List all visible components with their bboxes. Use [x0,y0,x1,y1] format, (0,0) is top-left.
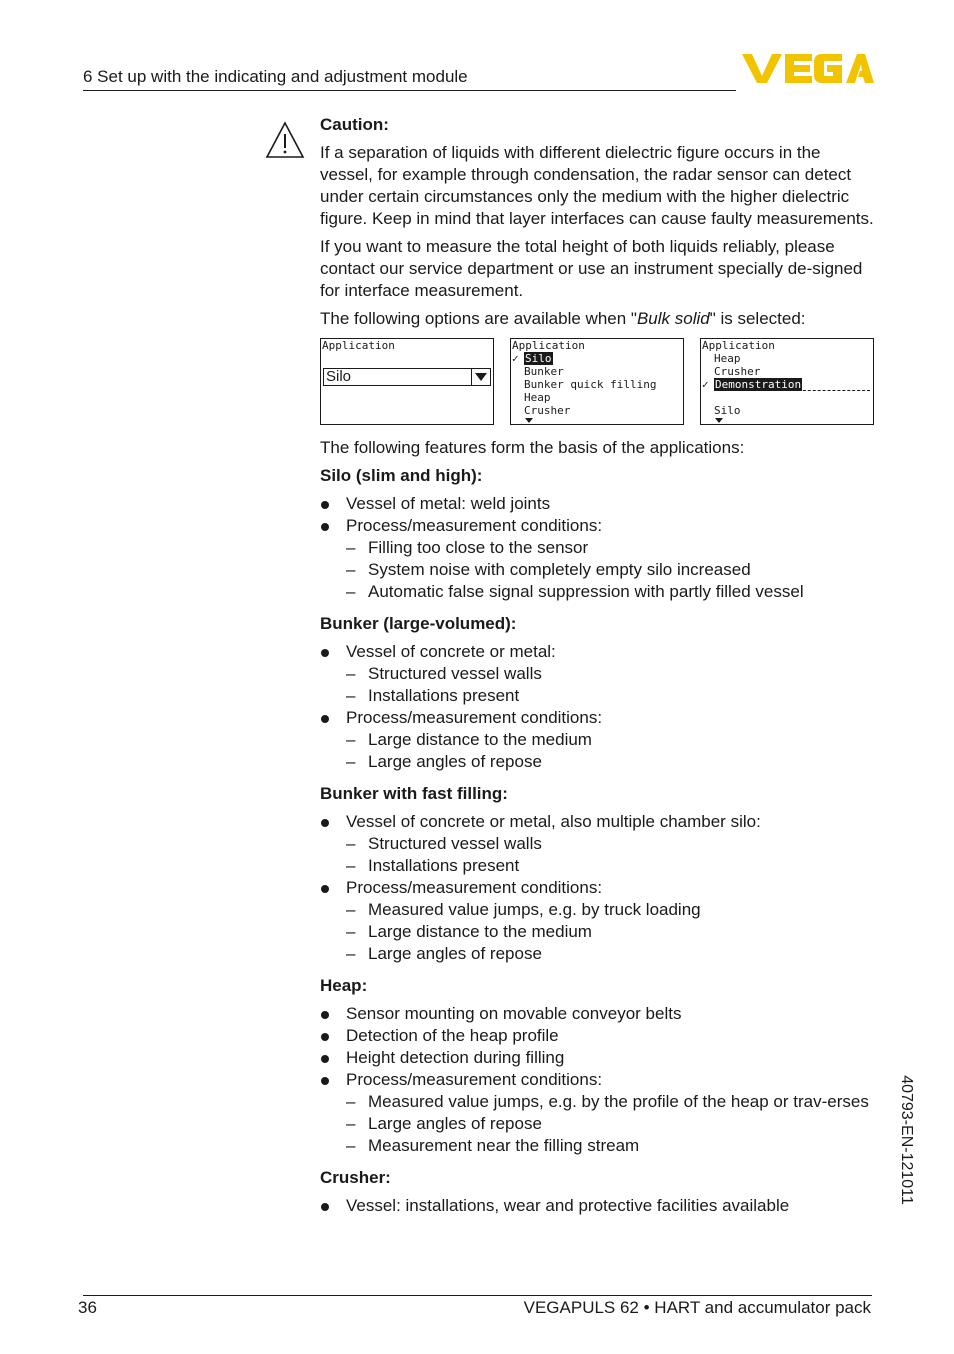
bunker-fast-heading: Bunker with fast filling: [320,784,508,803]
screen-title: Application [512,339,585,352]
list-item: Process/measurement conditions: – Measured value jumps, e.g. by the profile of the heap or trav-erses – Large angles of repose – Measurement near the filling stream [320,1069,875,1157]
main-content [320,114,875,1227]
bunker-list [320,641,875,773]
features-intro: The following features form the basis of the applications: [320,438,745,457]
heap-heading: Heap: [320,976,368,995]
caution-heading: Caution: [320,115,389,134]
list-divider [714,390,870,391]
bunker-heading: Bunker (large-volumed): [320,614,517,633]
heap-list [320,1003,875,1157]
list-item: Height detection during filling [320,1047,875,1069]
list-item-selected[interactable]: Silo [525,352,552,365]
sub-item: – Automatic false signal suppression with partly filled vessel [346,581,875,603]
list-item[interactable]: Bunker [524,365,564,378]
bunker-fast-list [320,811,875,965]
list-item: Vessel of concrete or metal, also multiple chamber silo: – Structured vessel walls – Installations present [320,811,875,877]
sub-item: – Large angles of repose [346,751,875,773]
sub-item: – System noise with completely empty silo increased [346,559,875,581]
screen-title: Application [702,339,775,352]
list-item[interactable]: Silo [714,404,741,417]
sub-item: – Large distance to the medium [346,921,875,943]
list-item: Sensor mounting on movable conveyor belts [320,1003,875,1025]
sub-item: – Large distance to the medium [346,729,875,751]
scroll-down-icon [525,418,533,423]
silo-list [320,493,875,603]
sub-item: – Measured value jumps, e.g. by the profile of the heap or trav-erses [346,1091,875,1113]
list-item: Process/measurement conditions: – Measured value jumps, e.g. by truck loading – Large distance to the medium – Large angles of repose [320,877,875,965]
list-item: Detection of the heap profile [320,1025,875,1047]
warning-triangle-icon [265,121,305,159]
caution-text: If a separation of liquids with different dielectric figure occurs in the vessel, for example through condensation, the radar sensor can detect under certain circumstances only the medium with the higher dielectric figure. Keep in mind that layer interfaces can cause faulty measurements. [320,143,874,228]
sub-item: – Measured value jumps, e.g. by truck loading [346,899,875,921]
silo-heading: Silo (slim and high): [320,466,483,485]
sub-item: – Structured vessel walls [346,833,875,855]
list-item[interactable]: Heap [524,391,551,404]
product-title: VEGAPULS 62 • HART and accumulator pack [523,1298,871,1317]
screen-application-list-end [700,338,874,425]
screen-application-list [510,338,684,425]
crusher-list [320,1195,875,1217]
sub-item: – Large angles of repose [346,943,875,965]
header-divider [83,90,736,91]
display-screens [320,338,875,425]
list-item: Process/measurement conditions: – Filling too close to the sensor – System noise with completely empty silo increased – Automatic false signal suppression with partly filled vessel [320,515,875,603]
sub-item: – Installations present [346,855,875,877]
footer-divider [83,1295,872,1296]
list-item[interactable]: Bunker quick filling [524,378,657,391]
list-item[interactable]: Heap [714,352,741,365]
list-item[interactable]: Crusher [524,404,571,417]
sub-item: – Structured vessel walls [346,663,875,685]
options-intro: The following options are available when "Bulk solid" is selected: [320,309,806,328]
sub-item: – Large angles of repose [346,1113,875,1135]
list-item-selected[interactable]: Demonstration [715,378,802,391]
sub-item: – Installations present [346,685,875,707]
total-height-note: If you want to measure the total height of both liquids reliably, please contact our service department or use an instrument specially de-signed for interface measurement. [320,237,863,300]
screen-application-combo [320,338,494,425]
list-item: Vessel of concrete or metal: – Structured vessel walls – Installations present [320,641,875,707]
scroll-down-icon [715,418,723,423]
checkmark-icon: ✓ [512,352,519,365]
list-item: Vessel: installations, wear and protective facilities available [320,1195,875,1217]
list-item[interactable]: Crusher [714,365,761,378]
list-item: Vessel of metal: weld joints [320,493,875,515]
sub-item: – Measurement near the filling stream [346,1135,875,1157]
dropdown-arrow-icon[interactable] [471,369,490,385]
page-number: 36 [78,1298,97,1317]
section-title: 6 Set up with the indicating and adjustment module [83,67,468,86]
checkmark-icon: ✓ [702,378,709,391]
crusher-heading: Crusher: [320,1168,391,1187]
sub-item: – Filling too close to the sensor [346,537,875,559]
list-item: Process/measurement conditions: – Large distance to the medium – Large angles of repose [320,707,875,773]
application-select[interactable]: Silo [323,368,491,386]
vega-logo [742,50,874,86]
screen-title: Application [322,339,395,352]
